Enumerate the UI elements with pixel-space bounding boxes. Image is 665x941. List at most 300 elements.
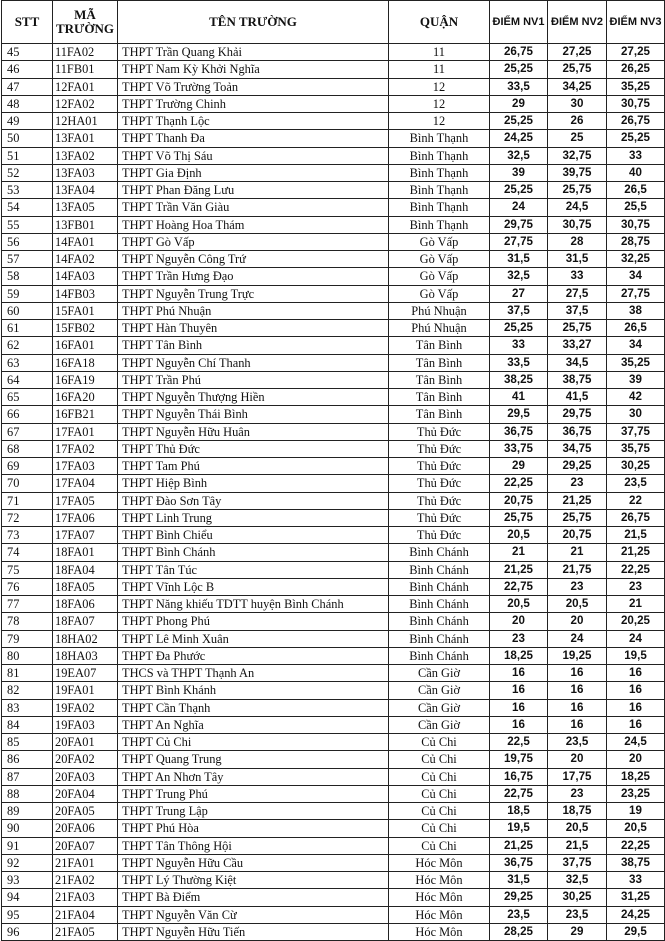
cell-stt: 68 [2, 440, 53, 457]
table-row [2, 320, 665, 337]
cell-score-nv1: 21 [490, 544, 548, 561]
cell-score-nv3: 32,25 [607, 251, 665, 268]
cell-stt: 76 [2, 578, 53, 595]
score-table-page [1, 0, 664, 941]
cell-stt: 50 [2, 130, 53, 147]
cell-district: Bình Chánh [389, 596, 490, 613]
cell-school-name: THPT Võ Thị Sáu [118, 147, 389, 164]
header-nv1: ĐIỂM NV1 [490, 1, 548, 44]
cell-stt: 52 [2, 164, 53, 181]
table-row [2, 389, 665, 406]
cell-score-nv2: 38,75 [548, 371, 607, 388]
cell-score-nv3: 34 [607, 268, 665, 285]
cell-district: Phú Nhuận [389, 302, 490, 319]
cell-score-nv1: 29 [490, 458, 548, 475]
cell-score-nv2: 21,75 [548, 561, 607, 578]
cell-score-nv2: 23,5 [548, 906, 607, 923]
cell-score-nv3: 16 [607, 682, 665, 699]
cell-score-nv2: 30,25 [548, 889, 607, 906]
cell-school-code: 18FA06 [53, 596, 118, 613]
cell-score-nv3: 25,5 [607, 199, 665, 216]
cell-score-nv1: 33,75 [490, 440, 548, 457]
cell-school-name: THPT Bình Khánh [118, 682, 389, 699]
cell-district: Thủ Đức [389, 458, 490, 475]
cell-score-nv2: 27,5 [548, 285, 607, 302]
cell-score-nv3: 22 [607, 492, 665, 509]
cell-district: Hóc Môn [389, 923, 490, 940]
cell-score-nv1: 26,75 [490, 44, 548, 61]
table-row [2, 630, 665, 647]
cell-score-nv1: 16 [490, 665, 548, 682]
table-row [2, 647, 665, 664]
cell-score-nv1: 25,25 [490, 113, 548, 130]
cell-school-name: THPT Phong Phú [118, 613, 389, 630]
cell-score-nv1: 33,5 [490, 78, 548, 95]
cell-school-code: 14FA02 [53, 251, 118, 268]
cell-score-nv1: 29 [490, 95, 548, 112]
cell-school-name: THPT Phan Đăng Lưu [118, 182, 389, 199]
cell-district: 11 [389, 44, 490, 61]
cell-stt: 47 [2, 78, 53, 95]
cell-school-name: THPT Bà Điểm [118, 889, 389, 906]
cell-school-name: THPT Trường Chinh [118, 95, 389, 112]
cell-school-code: 12FA02 [53, 95, 118, 112]
cell-score-nv2: 23 [548, 578, 607, 595]
table-row [2, 699, 665, 716]
cell-score-nv3: 42 [607, 389, 665, 406]
table-row [2, 906, 665, 923]
cell-score-nv2: 21,5 [548, 837, 607, 854]
table-row [2, 423, 665, 440]
cell-district: Gò Vấp [389, 268, 490, 285]
cell-district: Bình Thạnh [389, 199, 490, 216]
cell-school-name: THPT Nguyễn Hữu Huân [118, 423, 389, 440]
cell-school-code: 17FA03 [53, 458, 118, 475]
cell-score-nv1: 31,5 [490, 872, 548, 889]
cell-score-nv2: 16 [548, 665, 607, 682]
cell-score-nv1: 33 [490, 337, 548, 354]
cell-score-nv1: 41 [490, 389, 548, 406]
cell-school-name: THPT Năng khiếu TDTT huyện Bình Chánh [118, 596, 389, 613]
cell-school-name: THPT Phú Nhuận [118, 302, 389, 319]
cell-district: Cần Giờ [389, 682, 490, 699]
cell-school-code: 21FA02 [53, 872, 118, 889]
cell-score-nv1: 29,75 [490, 216, 548, 233]
cell-score-nv3: 30,25 [607, 458, 665, 475]
cell-stt: 84 [2, 716, 53, 733]
cell-score-nv1: 22,5 [490, 734, 548, 751]
cell-score-nv2: 20 [548, 751, 607, 768]
cell-school-code: 18FA07 [53, 613, 118, 630]
cell-school-name: THPT Nguyễn Công Trứ [118, 251, 389, 268]
cell-district: Bình Chánh [389, 544, 490, 561]
cell-score-nv3: 19 [607, 803, 665, 820]
cell-score-nv3: 38 [607, 302, 665, 319]
cell-stt: 80 [2, 647, 53, 664]
cell-score-nv1: 21,25 [490, 561, 548, 578]
cell-score-nv3: 30,75 [607, 95, 665, 112]
cell-school-name: THPT Cần Thạnh [118, 699, 389, 716]
cell-score-nv1: 33,5 [490, 354, 548, 371]
cell-score-nv2: 34,5 [548, 354, 607, 371]
table-row [2, 854, 665, 871]
cell-school-name: THPT Trần Quang Khải [118, 44, 389, 61]
cell-score-nv3: 21,25 [607, 544, 665, 561]
cell-score-nv2: 31,5 [548, 251, 607, 268]
table-row [2, 803, 665, 820]
cell-score-nv2: 16 [548, 682, 607, 699]
cell-stt: 95 [2, 906, 53, 923]
cell-score-nv3: 26,75 [607, 113, 665, 130]
cell-stt: 54 [2, 199, 53, 216]
cell-score-nv3: 19,5 [607, 647, 665, 664]
table-row [2, 406, 665, 423]
cell-district: Gò Vấp [389, 285, 490, 302]
cell-school-name: THPT Linh Trung [118, 509, 389, 526]
table-row [2, 682, 665, 699]
cell-school-code: 15FB02 [53, 320, 118, 337]
cell-score-nv2: 23 [548, 785, 607, 802]
cell-school-code: 20FA01 [53, 734, 118, 751]
cell-district: Bình Thạnh [389, 182, 490, 199]
cell-district: Bình Chánh [389, 630, 490, 647]
cell-school-name: THPT Nguyễn Thượng Hiền [118, 389, 389, 406]
cell-score-nv3: 21 [607, 596, 665, 613]
cell-stt: 67 [2, 423, 53, 440]
table-row [2, 768, 665, 785]
cell-score-nv3: 28,75 [607, 233, 665, 250]
table-body [2, 44, 665, 941]
cell-district: Củ Chi [389, 820, 490, 837]
cell-score-nv1: 19,5 [490, 820, 548, 837]
header-district: QUẬN [389, 1, 490, 44]
cell-school-name: THPT Gò Vấp [118, 233, 389, 250]
cell-school-name: THPT Hàn Thuyên [118, 320, 389, 337]
cell-score-nv3: 20,5 [607, 820, 665, 837]
cell-school-code: 18HA02 [53, 630, 118, 647]
cell-score-nv1: 23,5 [490, 906, 548, 923]
cell-stt: 82 [2, 682, 53, 699]
cell-school-code: 14FA01 [53, 233, 118, 250]
cell-score-nv3: 26,5 [607, 320, 665, 337]
cell-score-nv1: 32,5 [490, 147, 548, 164]
cell-district: Cần Giờ [389, 699, 490, 716]
cell-score-nv2: 20,5 [548, 820, 607, 837]
cell-school-code: 20FA06 [53, 820, 118, 837]
cell-score-nv1: 39 [490, 164, 548, 181]
cell-district: Thủ Đức [389, 509, 490, 526]
cell-score-nv3: 16 [607, 699, 665, 716]
table-row [2, 596, 665, 613]
cell-district: Cần Giờ [389, 665, 490, 682]
cell-school-code: 21FA01 [53, 854, 118, 871]
cell-score-nv1: 31,5 [490, 251, 548, 268]
cell-stt: 77 [2, 596, 53, 613]
cell-score-nv3: 18,25 [607, 768, 665, 785]
cell-stt: 90 [2, 820, 53, 837]
cell-stt: 56 [2, 233, 53, 250]
table-row [2, 923, 665, 940]
cell-school-name: THPT Thạnh Lộc [118, 113, 389, 130]
cell-score-nv2: 29,25 [548, 458, 607, 475]
cell-score-nv3: 38,75 [607, 854, 665, 871]
cell-school-name: THPT Nguyễn Hữu Tiến [118, 923, 389, 940]
header-code: MÃ TRƯỜNG [53, 1, 118, 44]
cell-school-code: 17FA01 [53, 423, 118, 440]
cell-score-nv3: 35,75 [607, 440, 665, 457]
cell-score-nv2: 25,75 [548, 509, 607, 526]
cell-district: Củ Chi [389, 734, 490, 751]
table-row [2, 95, 665, 112]
cell-score-nv2: 32,75 [548, 147, 607, 164]
cell-school-code: 20FA03 [53, 768, 118, 785]
table-row [2, 302, 665, 319]
table-row [2, 440, 665, 457]
cell-score-nv2: 37,5 [548, 302, 607, 319]
cell-stt: 45 [2, 44, 53, 61]
cell-score-nv3: 24,25 [607, 906, 665, 923]
cell-score-nv3: 40 [607, 164, 665, 181]
cell-score-nv3: 35,25 [607, 78, 665, 95]
cell-district: Bình Chánh [389, 561, 490, 578]
cell-score-nv3: 30,75 [607, 216, 665, 233]
cell-school-name: THPT Trung Phú [118, 785, 389, 802]
table-row [2, 251, 665, 268]
cell-score-nv1: 21,25 [490, 837, 548, 854]
cell-score-nv1: 25,25 [490, 320, 548, 337]
cell-district: 11 [389, 61, 490, 78]
cell-score-nv3: 16 [607, 665, 665, 682]
cell-stt: 94 [2, 889, 53, 906]
cell-score-nv3: 20 [607, 751, 665, 768]
cell-stt: 86 [2, 751, 53, 768]
cell-score-nv3: 16 [607, 716, 665, 733]
cell-district: Củ Chi [389, 785, 490, 802]
cell-score-nv2: 23,5 [548, 734, 607, 751]
table-row [2, 113, 665, 130]
table-row [2, 147, 665, 164]
cell-school-code: 20FA02 [53, 751, 118, 768]
cell-school-name: THPT Trần Văn Giàu [118, 199, 389, 216]
cell-district: Gò Vấp [389, 251, 490, 268]
cell-score-nv3: 20,25 [607, 613, 665, 630]
cell-district: 12 [389, 113, 490, 130]
header-nv3: ĐIỂM NV3 [607, 1, 665, 44]
cell-district: Hóc Môn [389, 889, 490, 906]
table-row [2, 837, 665, 854]
cell-school-name: THPT Vĩnh Lộc B [118, 578, 389, 595]
header-name: TÊN TRƯỜNG [118, 1, 389, 44]
cell-score-nv3: 27,75 [607, 285, 665, 302]
cell-district: Bình Thạnh [389, 164, 490, 181]
cell-district: 12 [389, 78, 490, 95]
cell-score-nv1: 20,5 [490, 527, 548, 544]
header-nv2: ĐIỂM NV2 [548, 1, 607, 44]
cell-stt: 92 [2, 854, 53, 871]
cell-district: Củ Chi [389, 768, 490, 785]
cell-school-code: 20FA05 [53, 803, 118, 820]
cell-stt: 66 [2, 406, 53, 423]
cell-school-name: THPT Trung Lập [118, 803, 389, 820]
table-row [2, 458, 665, 475]
cell-school-code: 21FA04 [53, 906, 118, 923]
cell-score-nv2: 32,5 [548, 872, 607, 889]
cell-school-name: THPT Gia Định [118, 164, 389, 181]
header-row [2, 1, 665, 44]
cell-score-nv2: 27,25 [548, 44, 607, 61]
cell-score-nv3: 22,25 [607, 837, 665, 854]
cell-district: Tân Bình [389, 354, 490, 371]
cell-school-code: 13FA04 [53, 182, 118, 199]
cell-score-nv1: 24,25 [490, 130, 548, 147]
cell-school-name: THPT Nam Kỳ Khởi Nghĩa [118, 61, 389, 78]
cell-score-nv1: 32,5 [490, 268, 548, 285]
cell-school-name: THPT Lê Minh Xuân [118, 630, 389, 647]
cell-score-nv2: 28 [548, 233, 607, 250]
cell-score-nv1: 36,75 [490, 854, 548, 871]
cell-school-name: THPT Bình Chánh [118, 544, 389, 561]
cell-school-name: THPT Bình Chiểu [118, 527, 389, 544]
cell-score-nv3: 25,25 [607, 130, 665, 147]
cell-stt: 59 [2, 285, 53, 302]
cell-score-nv1: 23 [490, 630, 548, 647]
cell-school-name: THPT An Nhơn Tây [118, 768, 389, 785]
table-row [2, 199, 665, 216]
cell-stt: 72 [2, 509, 53, 526]
cell-score-nv3: 33 [607, 872, 665, 889]
cell-score-nv2: 26 [548, 113, 607, 130]
cell-score-nv2: 16 [548, 716, 607, 733]
cell-school-code: 16FA19 [53, 371, 118, 388]
cell-stt: 91 [2, 837, 53, 854]
cell-stt: 89 [2, 803, 53, 820]
cell-score-nv3: 23 [607, 578, 665, 595]
cell-school-name: THPT Phú Hòa [118, 820, 389, 837]
cell-score-nv2: 24,5 [548, 199, 607, 216]
table-row [2, 751, 665, 768]
cell-school-name: THPT Đa Phước [118, 647, 389, 664]
cell-school-name: THPT Đào Sơn Tây [118, 492, 389, 509]
table-row [2, 61, 665, 78]
cell-district: Củ Chi [389, 837, 490, 854]
cell-district: Hóc Môn [389, 906, 490, 923]
cell-school-name: THPT Nguyễn Hữu Cầu [118, 854, 389, 871]
cell-score-nv3: 26,5 [607, 182, 665, 199]
cell-district: Bình Chánh [389, 613, 490, 630]
cell-score-nv2: 25,75 [548, 182, 607, 199]
table-row [2, 509, 665, 526]
cell-score-nv2: 33 [548, 268, 607, 285]
cell-score-nv1: 36,75 [490, 423, 548, 440]
cell-district: Phú Nhuận [389, 320, 490, 337]
cell-school-name: THPT Tân Thông Hội [118, 837, 389, 854]
cell-score-nv1: 38,25 [490, 371, 548, 388]
cell-stt: 55 [2, 216, 53, 233]
cell-score-nv2: 39,75 [548, 164, 607, 181]
cell-school-name: THPT Thanh Đa [118, 130, 389, 147]
cell-score-nv3: 33 [607, 147, 665, 164]
cell-district: Hóc Môn [389, 872, 490, 889]
cell-district: Thủ Đức [389, 423, 490, 440]
cell-school-name: THPT Nguyễn Chí Thanh [118, 354, 389, 371]
cell-score-nv2: 16 [548, 699, 607, 716]
cell-stt: 83 [2, 699, 53, 716]
table-row [2, 233, 665, 250]
cell-school-code: 16FA18 [53, 354, 118, 371]
cell-school-code: 19FA01 [53, 682, 118, 699]
cell-school-code: 17FA02 [53, 440, 118, 457]
cell-score-nv1: 22,75 [490, 578, 548, 595]
cell-score-nv1: 18,25 [490, 647, 548, 664]
cell-score-nv1: 37,5 [490, 302, 548, 319]
table-row [2, 872, 665, 889]
table-row [2, 544, 665, 561]
table-row [2, 527, 665, 544]
cell-score-nv3: 27,25 [607, 44, 665, 61]
cell-district: Củ Chi [389, 803, 490, 820]
cell-score-nv1: 25,75 [490, 509, 548, 526]
cell-school-code: 15FA01 [53, 302, 118, 319]
cell-score-nv1: 22,25 [490, 475, 548, 492]
cell-score-nv3: 39 [607, 371, 665, 388]
cell-score-nv3: 23,25 [607, 785, 665, 802]
cell-score-nv1: 28,25 [490, 923, 548, 940]
cell-school-code: 21FA03 [53, 889, 118, 906]
cell-score-nv1: 16 [490, 716, 548, 733]
cell-school-name: THPT Thủ Đức [118, 440, 389, 457]
cell-school-name: THPT Quang Trung [118, 751, 389, 768]
table-row [2, 371, 665, 388]
cell-score-nv1: 16,75 [490, 768, 548, 785]
cell-score-nv1: 20,75 [490, 492, 548, 509]
cell-score-nv1: 27 [490, 285, 548, 302]
cell-school-code: 18FA05 [53, 578, 118, 595]
cell-score-nv2: 30 [548, 95, 607, 112]
table-row [2, 561, 665, 578]
cell-school-name: THPT Tân Bình [118, 337, 389, 354]
table-row [2, 268, 665, 285]
table-row [2, 78, 665, 95]
cell-score-nv1: 18,5 [490, 803, 548, 820]
cell-stt: 78 [2, 613, 53, 630]
cell-stt: 85 [2, 734, 53, 751]
cell-school-code: 16FB21 [53, 406, 118, 423]
cell-score-nv1: 29,25 [490, 889, 548, 906]
cell-score-nv1: 29,5 [490, 406, 548, 423]
cell-score-nv2: 21,25 [548, 492, 607, 509]
cell-school-code: 11FB01 [53, 61, 118, 78]
table-row [2, 734, 665, 751]
cell-district: Thủ Đức [389, 492, 490, 509]
cell-school-code: 20FA04 [53, 785, 118, 802]
cell-district: Củ Chi [389, 751, 490, 768]
cell-school-code: 12HA01 [53, 113, 118, 130]
table-row [2, 44, 665, 61]
cell-school-code: 17FA04 [53, 475, 118, 492]
cell-school-code: 21FA05 [53, 923, 118, 940]
table-row [2, 665, 665, 682]
cell-district: Bình Thạnh [389, 130, 490, 147]
cell-score-nv3: 22,25 [607, 561, 665, 578]
cell-score-nv3: 26,75 [607, 509, 665, 526]
cell-score-nv2: 19,25 [548, 647, 607, 664]
cell-school-code: 19EA07 [53, 665, 118, 682]
cell-district: Bình Thạnh [389, 216, 490, 233]
cell-stt: 61 [2, 320, 53, 337]
cell-school-name: THPT Củ Chi [118, 734, 389, 751]
cell-stt: 70 [2, 475, 53, 492]
cell-score-nv3: 26,25 [607, 61, 665, 78]
